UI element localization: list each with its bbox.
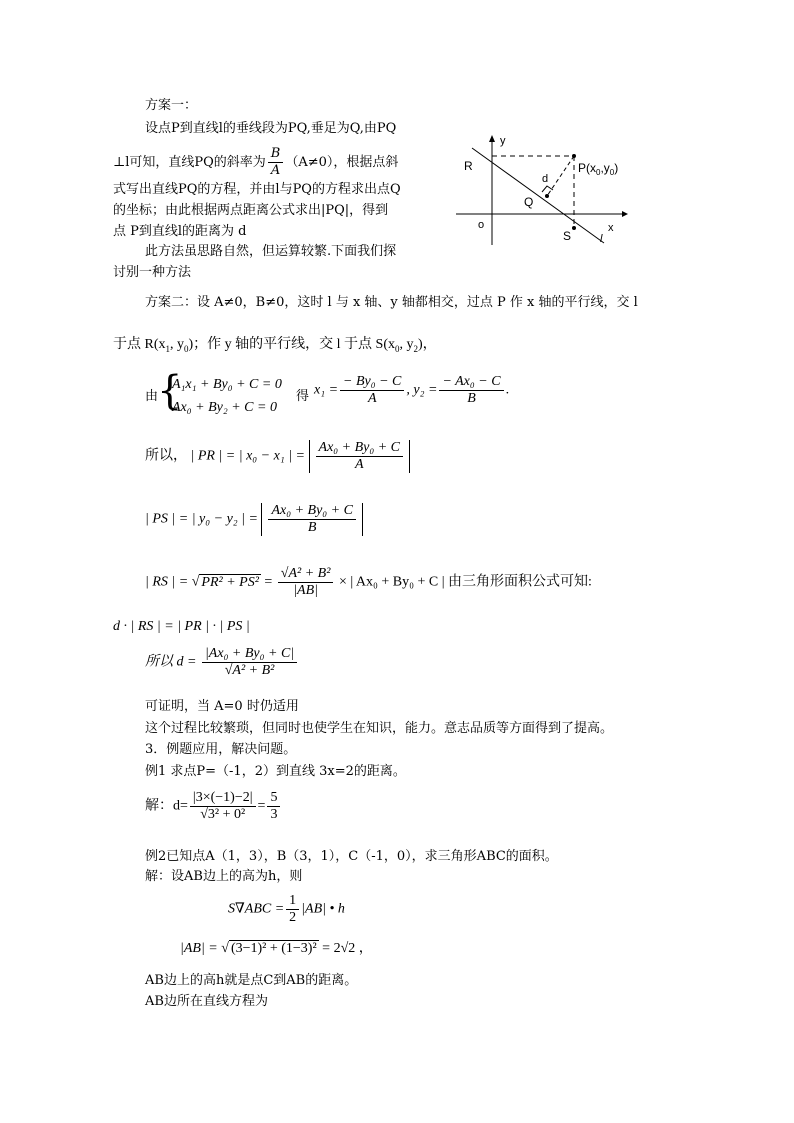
pr-abs: [309, 440, 411, 473]
plan2-line2-b: , y: [170, 337, 184, 352]
point-p: [572, 154, 576, 158]
d-den: √A² + B²: [224, 663, 275, 678]
label-p-a: P(x: [578, 161, 596, 175]
plan1-line3: 式写出直线PQ的方程，并由l与PQ的方程求出点Q: [113, 182, 401, 197]
ex1-den: √3² + 0²: [200, 807, 246, 822]
triangle-area: [228, 893, 345, 926]
ps-abs: [261, 503, 363, 536]
x-axis-arrow: [622, 211, 628, 217]
rs-tail: × | Ax₀ + By₀ + C | 由三角形面积公式可知:: [338, 574, 592, 590]
half-fraction: [286, 893, 299, 926]
get-text: 得: [296, 389, 310, 404]
system-eq2: Ax₀ + By₂ + C = 0: [172, 400, 277, 415]
plan2-line2-s3: 0: [395, 343, 400, 354]
y2-lhs: , y₂ =: [406, 382, 438, 398]
label-p-sub0: 0: [596, 168, 601, 177]
rs-num: √A² + B²: [278, 566, 334, 583]
pr-num: Ax₀ + By₀ + C: [316, 440, 404, 457]
plan1-heading: 方案一：: [145, 98, 198, 113]
y2-num: − Ax₀ − C: [439, 374, 503, 391]
y-axis-arrow: [489, 135, 495, 142]
section3-title: 3．例题应用，解决问题。: [145, 742, 297, 757]
plan1-line4: 的坐标；由此根据两点距离公式求出|PQ|，得到: [113, 203, 389, 218]
geometry-diagram: [452, 130, 632, 250]
system-brace: {: [157, 368, 183, 414]
pr-expr: [145, 440, 410, 473]
d-prefix: 所以 d =: [145, 654, 197, 670]
slope-fraction: [268, 146, 284, 179]
label-p-end: ): [614, 161, 619, 175]
example2-solution: 解：设AB边上的高为h，则: [145, 869, 303, 884]
solution-dot: .: [505, 382, 510, 398]
plan1-line1: 设点P到直线l的垂线段为PQ,垂足为Q,由PQ: [145, 121, 397, 136]
example2: 例2已知点A（1，3），B（3，1），C（-1，0），求三角形ABC的面积。: [145, 849, 558, 864]
plan2-line2-s4: 2: [413, 343, 418, 354]
half-den: 2: [289, 910, 297, 925]
ex1-ans-num: 5: [267, 790, 280, 807]
ab-lhs: |AB| =: [180, 941, 218, 956]
plan1-line6: 此方法虽思路自然，但运算较繁.下面我们探: [145, 244, 397, 259]
y2-den: B: [467, 391, 476, 406]
ex1-fraction: [190, 790, 256, 823]
plan2-line2-s2: 0: [184, 343, 189, 354]
plan2-line2-s1: 1: [165, 343, 170, 354]
y2-fraction: [439, 374, 503, 407]
pr-prefix: 所以，: [145, 448, 187, 464]
ex1-answer: [267, 790, 280, 823]
ps-fraction: [268, 503, 356, 536]
ps-eq: | PS | = | y₀ − y₂ | =: [145, 511, 258, 527]
plan1-line2: [113, 146, 398, 179]
ab-root-sign: √: [221, 941, 229, 956]
label-r: R: [464, 159, 473, 173]
ab-root: (3−1)² + (1−3)²: [230, 941, 317, 956]
d-fraction: [202, 646, 297, 679]
ps-den: B: [307, 520, 317, 535]
point-q: [545, 194, 549, 198]
plan2-line2-d: , y: [399, 337, 414, 352]
system-prefix: 由: [145, 389, 159, 404]
plan2-line2-c: )；作 y 轴的平行线，交 l 于点 S(x: [188, 337, 395, 352]
plan2-line2-e: )，: [418, 337, 437, 352]
x1-lhs: x₁ =: [314, 382, 339, 398]
label-d: d: [542, 173, 549, 185]
ex1-ans-den: 3: [270, 807, 278, 822]
pr-den: A: [354, 457, 364, 472]
pr-fraction: [316, 440, 404, 473]
d-num: |Ax₀ + By₀ + C|: [202, 646, 297, 663]
line-equation-note: AB边所在直线方程为: [145, 994, 268, 1009]
label-p-mid: ,y: [600, 161, 610, 175]
x1-num: − By₀ − C: [340, 374, 404, 391]
slope-denominator: A: [270, 163, 281, 178]
label-o: o: [478, 219, 485, 231]
label-p: [578, 161, 618, 177]
ab-rhs: = 2√2 ，: [322, 941, 373, 956]
area-lhs: S∇ABC =: [228, 901, 285, 917]
solution-expr: [314, 374, 509, 407]
ex1-num: |3×(−1)−2|: [190, 790, 256, 807]
d-formula: [145, 646, 299, 679]
right-angle-mark: [542, 186, 553, 192]
rs-den: |AB|: [293, 583, 319, 598]
ex1-sol-prefix: 解：d=: [145, 798, 188, 814]
point-s: [572, 226, 576, 230]
rs-expr: [145, 566, 592, 599]
example1: 例1 求点P=（-1，2）到直线 3x=2的距离。: [145, 764, 406, 779]
dashed-pq: [547, 156, 574, 196]
slope-numerator: B: [268, 146, 284, 163]
pr-eq: | PR | = | x₀ − x₁ | =: [190, 448, 306, 464]
x1-den: A: [367, 391, 377, 406]
area-rhs: |AB| • h: [301, 901, 345, 917]
height-note: AB边上的高h就是点C到AB的距离。: [145, 973, 358, 988]
ps-num: Ax₀ + By₀ + C: [268, 503, 356, 520]
rs-fraction: [278, 566, 334, 599]
plan2-line2-a: 于点 R(x: [113, 337, 166, 352]
label-x: x: [608, 222, 614, 234]
example1-solution: [145, 790, 282, 823]
rs-root: PR² + PS²: [201, 574, 259, 590]
system-eq1: A₁x₁ + By₀ + C = 0: [172, 377, 282, 392]
plan1-line2-text-a: ⊥l可知，直线PQ的斜率为: [113, 155, 266, 170]
rs-root-sign: √: [191, 574, 200, 590]
label-l: l: [600, 233, 603, 245]
x1-fraction: [340, 374, 404, 407]
label-p-sub1: 0: [609, 168, 615, 177]
rs-eq2: =: [264, 574, 273, 590]
ab-length: [180, 940, 373, 958]
plan2-line2: [113, 336, 437, 358]
ex1-eq: =: [257, 798, 266, 814]
plan1-line2-text-b: （A≠0），根据点斜: [285, 155, 399, 170]
proof-note: 可证明，当 A=0 时仍适用: [145, 699, 299, 714]
area-equation: d · | RS | = | PR | · | PS |: [113, 619, 250, 634]
label-y: y: [500, 135, 506, 147]
label-s: S: [563, 229, 572, 243]
plan1-line7: 讨别一种方法: [113, 265, 192, 280]
rs-lhs: | RS | =: [145, 574, 189, 590]
summary-text: 这个过程比较繁琐，但同时也使学生在知识，能力。意志品质等方面得到了提高。: [145, 721, 614, 736]
plan2-line1: 方案二：设 A≠0，B≠0，这时 l 与 x 轴、y 轴都相交，过点 P 作 x 轴的平行线，交 l: [145, 295, 638, 310]
ps-expr: [145, 503, 363, 536]
label-q: Q: [524, 195, 534, 209]
plan1-line5: 点 P到直线l的距离为 d: [113, 224, 247, 239]
half-num: 1: [286, 893, 299, 910]
